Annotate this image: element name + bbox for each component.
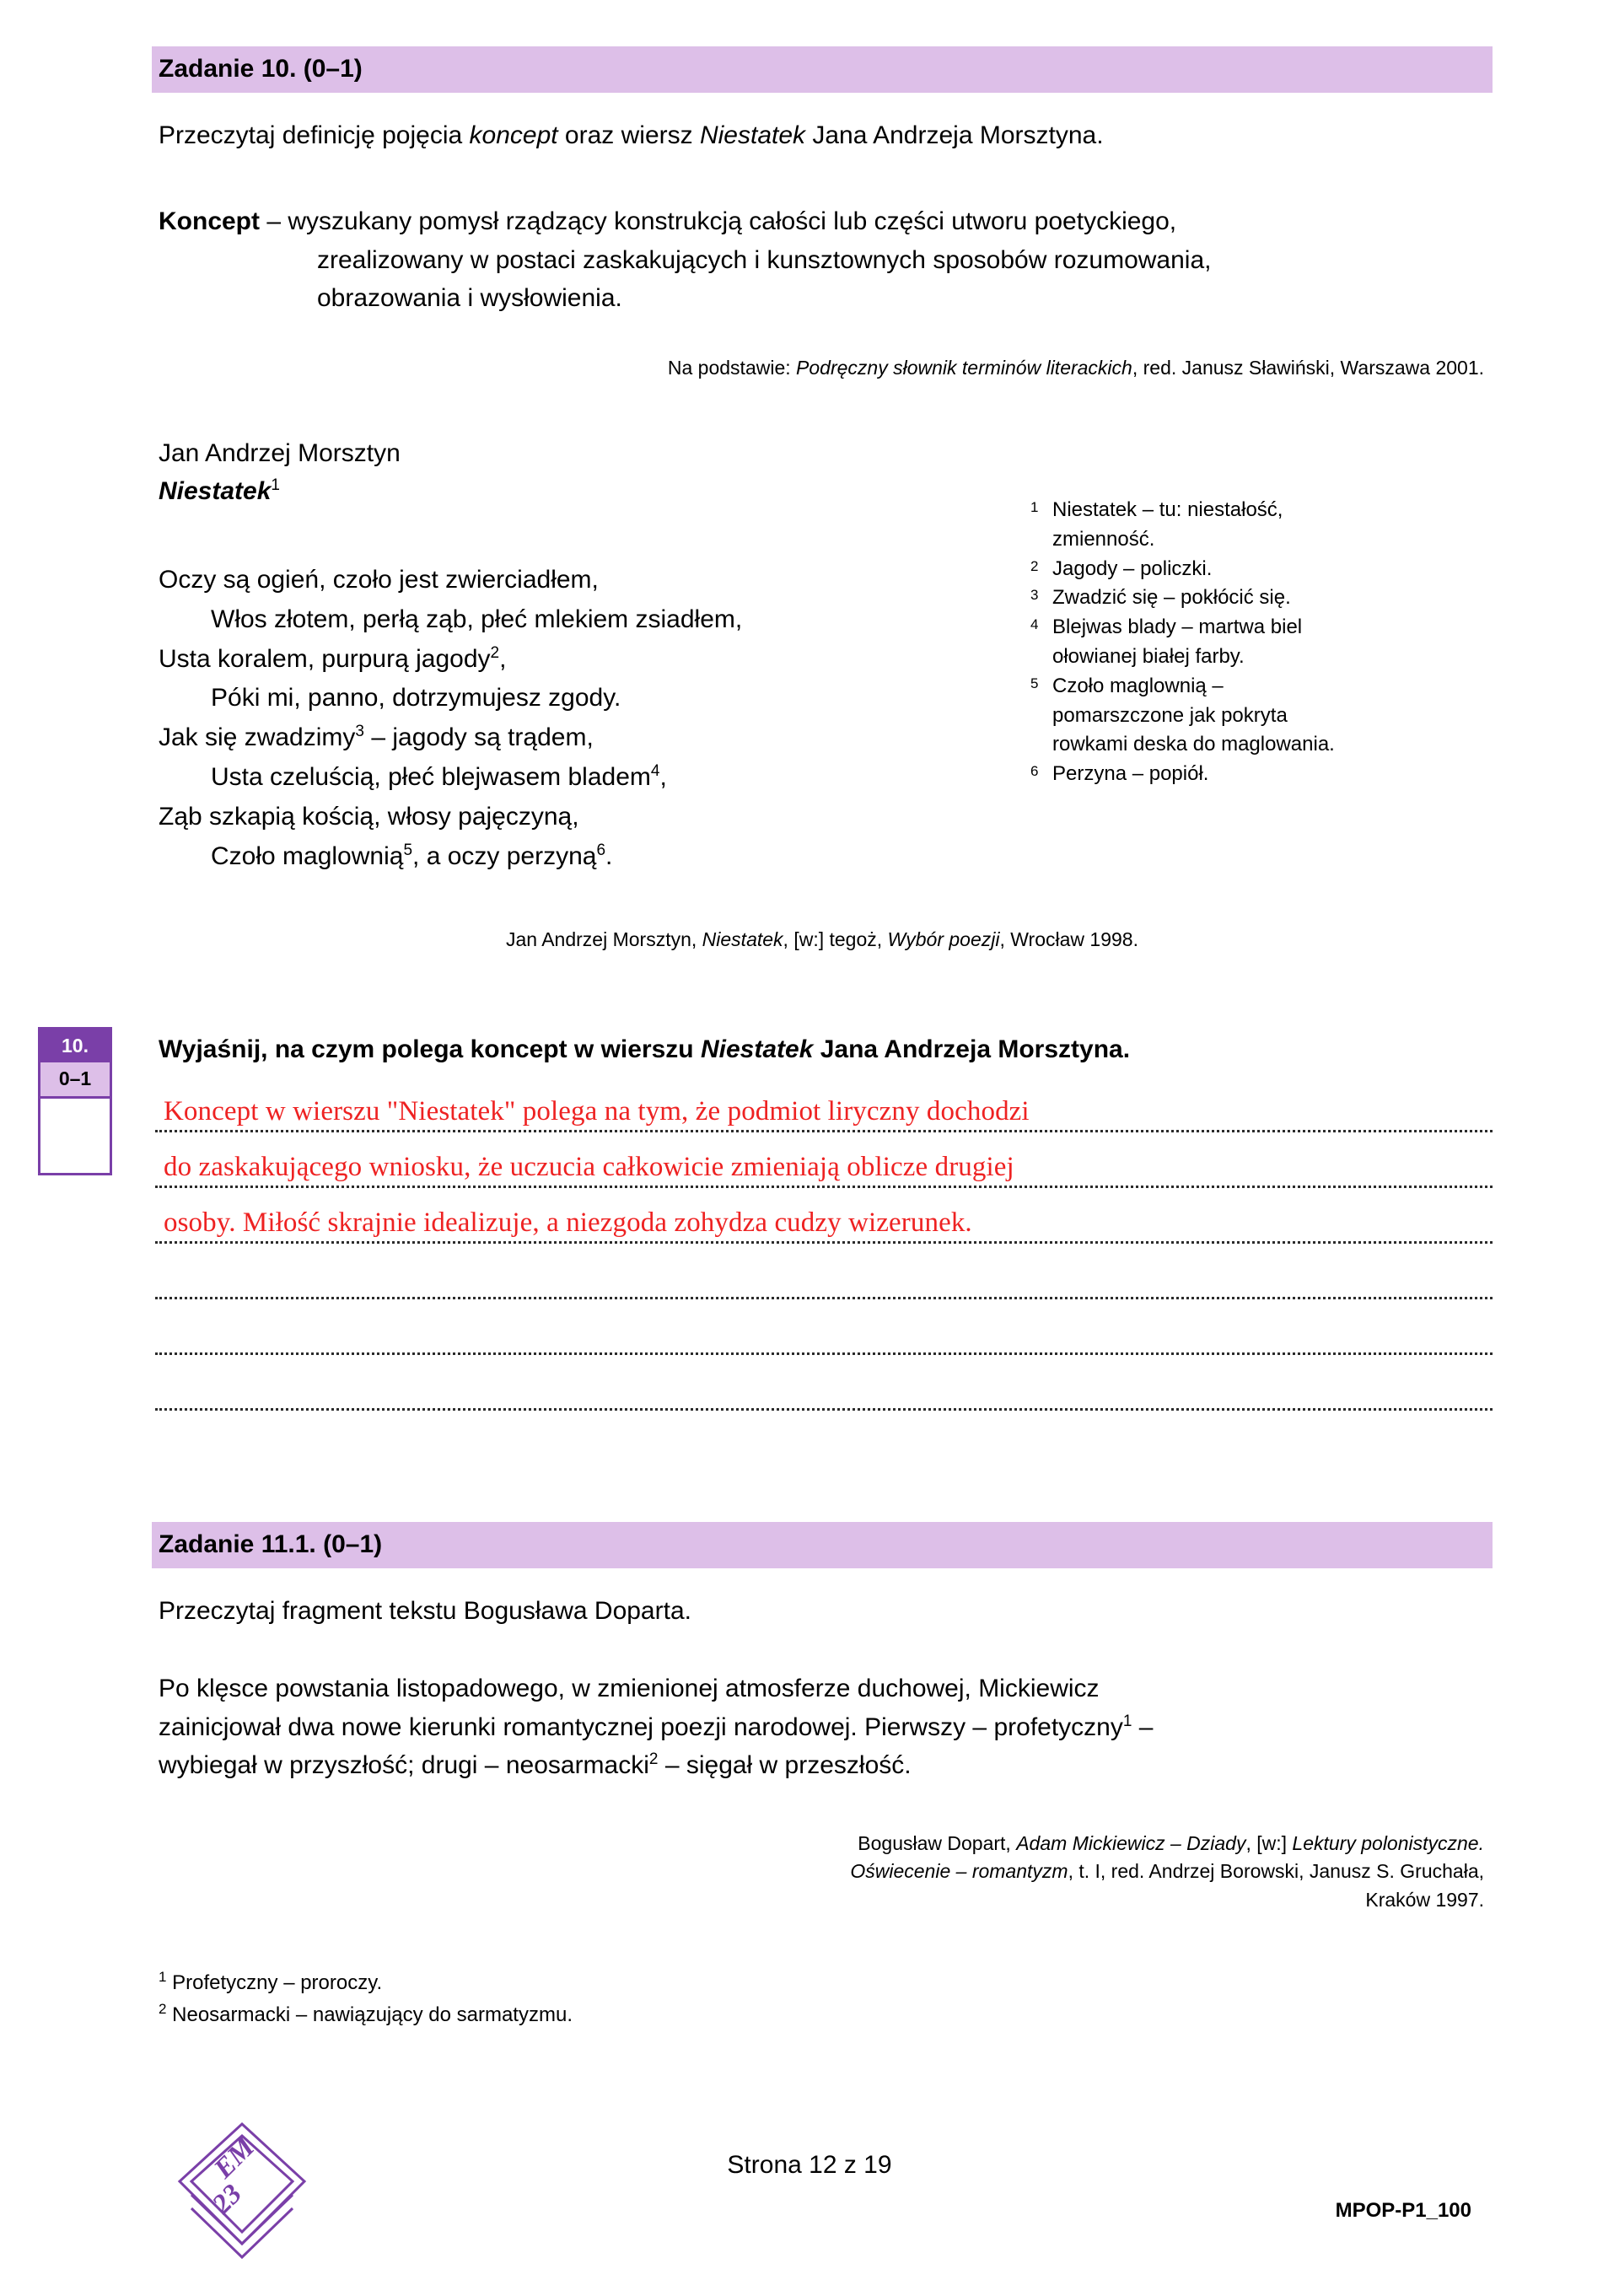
definition-source-suffix: , red. Janusz Sławiński, Warszawa 2001. <box>1132 357 1484 379</box>
task10-lead-koncept: koncept <box>469 121 558 149</box>
poem-line: Usta koralem, purpurą jagody$^2$, <box>159 643 507 673</box>
answer-dotted-rule <box>155 1241 1493 1244</box>
body-line-2: zainicjował dwa nowe kierunki romantycznej poezji narodowej. Pierwszy – profetyczny$^1$ – <box>159 1712 1154 1741</box>
answer-line[interactable] <box>152 1137 1493 1193</box>
task10-question <box>152 1030 1493 1068</box>
question-text-a: Wyjaśnij, na czym polega koncept w wierszu <box>159 1035 701 1063</box>
footnote-item: 4 Blejwas blady – martwa biel <box>1030 616 1303 639</box>
poem-source-collection: Wybór poezji <box>887 928 1000 950</box>
source-place-year: Kraków 1997. <box>1365 1888 1484 1911</box>
poem-line: Usta czeluścią, płeć blejwasem bladem$^4$, <box>211 761 667 791</box>
footnote-item: 5 Czoło maglownią – <box>1030 674 1224 697</box>
definition-source-prefix: Na podstawie: <box>667 357 797 379</box>
task11-body-text <box>152 1670 1493 1785</box>
score-box-input[interactable] <box>40 1099 110 1173</box>
answer-text: Koncept w wierszu "Niestatek" polega na tym, że podmiot liryczny dochodzi <box>164 1096 1030 1126</box>
score-box-task10[interactable] <box>38 1027 112 1175</box>
poem-source-author: Jan Andrzej Morsztyn, <box>506 928 702 950</box>
answer-line[interactable] <box>152 1249 1493 1304</box>
task10-lead-a: Przeczytaj definicję pojęcia <box>159 121 470 149</box>
footnote-item: 1 Niestatek – tu: niestałość, <box>1030 498 1283 521</box>
task10-header-label: Zadanie 10. (0–1) <box>152 46 1493 93</box>
task11-source <box>152 1830 1493 1914</box>
definition-line2: zrealizowany w postaci zaskakujących i kunsztownych sposobów rozumowania, <box>317 245 1212 274</box>
footnote-item: zmienność. <box>1052 527 1155 551</box>
poem-source-place: , Wrocław 1998. <box>999 928 1138 950</box>
definition-source <box>152 354 1493 382</box>
task11-footnotes <box>152 1966 1493 2030</box>
footnote-item: $^1$ Profetyczny – proroczy. <box>159 1969 383 1994</box>
answer-dotted-rule <box>155 1408 1493 1411</box>
task11-lead-label: Przeczytaj fragment tekstu Bogusława Doparta. <box>159 1597 691 1625</box>
poem-line: Włos złotem, perłą ząb, płeć mlekiem zsiadłem, <box>211 605 743 633</box>
concept-definition <box>152 202 1493 318</box>
answer-dotted-rule <box>155 1186 1493 1188</box>
footnote-item: 3 Zwadzić się – pokłócić się. <box>1030 586 1291 610</box>
page-footer <box>0 2102 1619 2296</box>
source-author: Bogusław Dopart, <box>858 1832 1017 1854</box>
poem-author: Jan Andrzej Morsztyn <box>159 439 401 467</box>
definition-source-title: Podręczny słownik terminów literackich <box>796 357 1132 379</box>
poem-line: Jak się zwadzimy$^3$ – jagody są trądem, <box>159 723 594 752</box>
footnote-item: ołowianej białej farby. <box>1052 644 1245 668</box>
poem-line: Ząb szkapią kością, włosy pajęczyną, <box>159 802 579 831</box>
footnote-item: 2 Jagody – policzki. <box>1030 557 1213 580</box>
source-editors: , t. I, red. Andrzej Borowski, Janusz S. Gruchała, <box>1068 1860 1484 1883</box>
task10-answer-area[interactable] <box>152 1082 1493 1416</box>
poem-source-title: Niestatek <box>702 928 783 950</box>
definition-line3: obrazowania i wysłowienia. <box>317 284 622 313</box>
footnote-item: rowkami deska do maglowania. <box>1052 733 1335 756</box>
answer-dotted-rule <box>155 1352 1493 1355</box>
definition-term: Koncept <box>159 207 260 235</box>
question-text-c: Jana Andrzeja Morsztyna. <box>813 1035 1131 1063</box>
poem-title: Niestatek <box>159 477 272 505</box>
page-number: Strona 12 z 19 <box>727 2151 892 2179</box>
answer-line[interactable] <box>152 1193 1493 1249</box>
poem-line: Czoło maglownią$^5$, a oczy perzyną$^6$. <box>211 841 613 870</box>
answer-line[interactable] <box>152 1304 1493 1360</box>
answer-dotted-rule <box>155 1297 1493 1299</box>
poem-line: Póki mi, panno, dotrzymujesz zgody. <box>211 684 621 712</box>
answer-text: osoby. Miłość skrajnie idealizuje, a niezgoda zohydza cudzy wizerunek. <box>164 1207 972 1238</box>
task10-lead-e: Jana Andrzeja Morsztyna. <box>805 121 1104 149</box>
score-box-range: 0–1 <box>40 1062 110 1098</box>
source-subtitle: Oświecenie – romantyzm <box>850 1860 1068 1883</box>
poem-source-c: , [w:] tegoż, <box>783 928 888 950</box>
answer-text: do zaskakującego wniosku, że uczucia całkowicie zmieniają oblicze drugiej <box>164 1152 1014 1182</box>
task10-lead-c: oraz wiersz <box>557 121 700 149</box>
task10-lead <box>152 111 1493 154</box>
poem-title-footnote-marker: 1 <box>271 476 280 494</box>
poem-footnotes <box>1030 496 1452 789</box>
body-line-3: wybiegał w przyszłość; drugi – neosarmacki$^2$ – sięgał w przeszłość. <box>159 1750 912 1780</box>
source-in: , [w:] <box>1245 1832 1293 1854</box>
task11-lead <box>152 1587 1493 1630</box>
question-poem-title: Niestatek <box>700 1035 814 1063</box>
answer-line[interactable] <box>152 1082 1493 1137</box>
poem-source <box>152 926 1493 954</box>
logo-text-23: 23 <box>207 2178 248 2220</box>
source-title: Adam Mickiewicz – Dziady <box>1016 1832 1246 1854</box>
document-code: MPOP-P1_100 <box>1335 2199 1471 2222</box>
task10-header-bar <box>152 46 1493 93</box>
answer-line[interactable] <box>152 1360 1493 1416</box>
task11-header-label: Zadanie 11.1. (0–1) <box>152 1522 1493 1568</box>
score-box-number: 10. <box>40 1030 110 1062</box>
footnote-item: pomarszczone jak pokryta <box>1052 703 1288 727</box>
task11-header-bar <box>152 1522 1493 1568</box>
task10-lead-niestatek: Niestatek <box>699 121 806 149</box>
definition-line1: – wyszukany pomysł rządzący konstrukcją całości lub części utworu poetyckiego, <box>260 207 1177 235</box>
footnote-item: $^2$ Neosarmacki – nawiązujący do sarmatyzmu. <box>159 2001 573 2027</box>
footnote-item: 6 Perzyna – popiół. <box>1030 762 1209 786</box>
em23-logo-icon <box>173 2117 312 2265</box>
answer-dotted-rule <box>155 1130 1493 1132</box>
poem-line: Oczy są ogień, czoło jest zwierciadłem, <box>159 566 599 594</box>
body-line-1: Po klęsce powstania listopadowego, w zmienionej atmosferze duchowej, Mickiewicz <box>159 1675 1100 1702</box>
source-collection: Lektury polonistyczne. <box>1292 1832 1484 1854</box>
logo-text-em: EM <box>208 2132 261 2185</box>
